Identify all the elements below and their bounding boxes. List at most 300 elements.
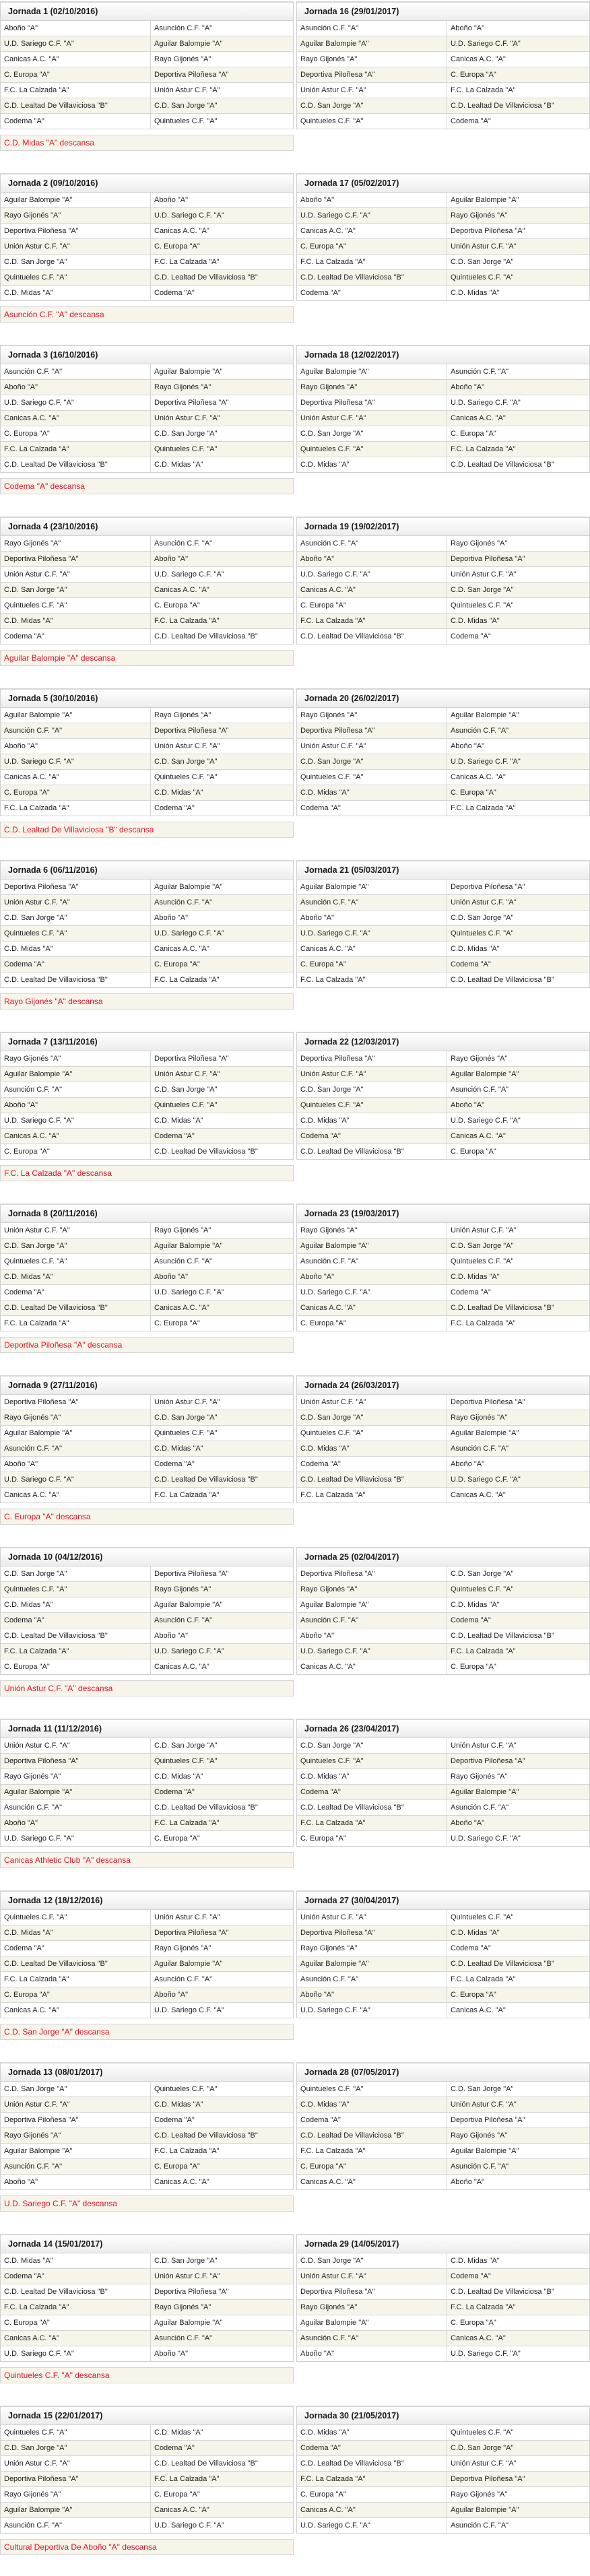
match-row (1, 708, 293, 723)
home-team: U.D. Sariego C.F. "A" (297, 2518, 447, 2534)
match-row (1, 926, 293, 942)
match-row (297, 1628, 589, 1644)
match-row (1, 2425, 293, 2441)
match-row (1, 614, 293, 629)
away-team: U.D. Sariego C.F. "A" (151, 926, 294, 942)
away-team: Canicas A.C. "A" (447, 770, 590, 785)
round-panel (296, 345, 590, 473)
away-team: Asunción C.F. "A" (447, 364, 590, 380)
home-team: C.D. San Jorge "A" (1, 583, 151, 598)
match-row (297, 536, 589, 552)
match-row (1, 224, 293, 239)
match-row (1, 1472, 293, 1488)
home-team: Unión Astur C.F. "A" (297, 411, 447, 426)
home-team: F.C. La Calzada "A" (1, 442, 151, 457)
home-team: C.D. Midas "A" (297, 2425, 447, 2441)
home-team: Aguilar Balompie "A" (297, 36, 447, 52)
home-team: C.D. Midas "A" (1, 614, 151, 629)
match-row (297, 1987, 589, 2003)
match-row (1, 942, 293, 957)
round-title: Jornada 5 (30/10/2016) (1, 690, 293, 708)
home-team: C. Europa "A" (1, 67, 151, 83)
away-team: Asunción C.F. "A" (447, 2159, 590, 2175)
away-team: Quintueles C.F. "A" (447, 598, 590, 614)
match-row (1, 2346, 293, 2362)
away-team: Asunción C.F. "A" (451, 2521, 509, 2530)
away-team: C.D. San Jorge "A" (447, 583, 590, 598)
away-team: Unión Astur C.F. "A" (447, 1223, 590, 1239)
away-team: Aguilar Balompie "A" (447, 1426, 590, 1441)
match-row (297, 1597, 589, 1613)
away-team: Aboño "A" (151, 193, 294, 208)
fixtures-table (1, 21, 293, 129)
away-team: Rayo Gijonés "A" (447, 208, 590, 224)
away-team: C.D. San Jorge "A" (447, 255, 590, 270)
match-row (1, 2082, 293, 2097)
home-team: U.D. Sariego C.F. "A" (1, 1831, 151, 1847)
home-team: Aboño "A" (297, 2346, 447, 2362)
away-team: Aguilar Balompie "A" (151, 1956, 294, 1972)
round-panel (296, 860, 590, 988)
home-team: C.D. San Jorge "A" (1, 255, 151, 270)
home-team: F.C. La Calzada "A" (297, 255, 447, 270)
away-team: C.D. Midas "A" (151, 785, 294, 801)
away-team: Aguilar Balompie "A" (447, 2144, 590, 2159)
home-team: Rayo Gijonés "A" (1, 1769, 151, 1785)
home-team: F.C. La Calzada "A" (297, 2472, 447, 2487)
home-team: Deportiva Piloñesa "A" (297, 1566, 447, 1582)
away-team: Unión Astur C.F. "A" (151, 83, 294, 98)
away-team: Canicas A.C. "A" (447, 411, 590, 426)
away-team: Rayo Gijonés "A" (447, 2487, 590, 2503)
away-team: F.C. La Calzada "A" (451, 1319, 516, 1327)
match-row (297, 2144, 589, 2159)
match-row (297, 911, 589, 926)
fixtures-table (1, 1223, 293, 1331)
away-team: C.D. Lealtad De Villaviciosa "B" (151, 270, 294, 286)
first-half-round (0, 517, 294, 687)
away-team: F.C. La Calzada "A" (154, 1491, 220, 1499)
home-team: Codema "A" (1, 629, 151, 645)
away-team: Rayo Gijonés "A" (151, 1941, 294, 1956)
round-title: Jornada 28 (07/05/2017) (297, 2063, 589, 2082)
away-team: U.D. Sariego C.F. "A" (451, 1835, 521, 1843)
match-row (297, 1067, 589, 1082)
home-team: C.D. Lealtad De Villaviciosa "B" (297, 629, 447, 645)
second-half-round (296, 1375, 590, 1546)
home-team: Asunción C.F. "A" (297, 21, 447, 36)
fixtures-table (1, 708, 293, 816)
away-team: C.D. Midas "A" (447, 614, 590, 629)
away-team: Unión Astur C.F. "A" (151, 2269, 294, 2284)
home-team: C. Europa "A" (297, 239, 447, 255)
match-row (1, 2269, 293, 2284)
match-row (1, 1769, 293, 1785)
away-team: C.D. San Jorge "A" (447, 2441, 590, 2456)
match-row (1, 1098, 293, 1113)
match-row (1, 255, 293, 270)
round-row (0, 172, 590, 343)
resting-team-note: Codema "A" descansa (0, 478, 294, 494)
home-team: C.D. Midas "A" (1, 286, 151, 301)
match-row (297, 67, 589, 83)
home-team: Codema "A" (1, 957, 151, 972)
away-team: Codema "A" (447, 957, 590, 972)
match-row (297, 1410, 589, 1426)
round-row (0, 687, 590, 859)
match-row (297, 270, 589, 286)
home-team: Asunción C.F. "A" (297, 2331, 447, 2346)
match-row (1, 552, 293, 567)
home-team: Aguilar Balompie "A" (297, 1956, 447, 1972)
home-team: C. Europa "A" (297, 957, 447, 972)
match-row (297, 1738, 589, 1754)
home-team: Unión Astur C.F. "A" (297, 1910, 447, 1925)
match-row (1, 1395, 293, 1410)
away-team: F.C. La Calzada "A" (151, 2472, 294, 2487)
match-row (1, 2487, 293, 2503)
away-team: Codema "A" (447, 1613, 590, 1628)
round-title: Jornada 9 (27/11/2016) (1, 1377, 293, 1395)
away-team: C. Europa "A" (151, 239, 294, 255)
match-row (297, 770, 589, 785)
home-team: Unión Astur C.F. "A" (297, 1067, 447, 1082)
match-row (1, 1831, 293, 1847)
home-team: F.C. La Calzada "A" (297, 2144, 447, 2159)
home-team: C.D. Midas "A" (1, 2253, 151, 2269)
round-panel (296, 688, 590, 816)
match-row (1, 2097, 293, 2113)
away-team: C.D. Lealtad De Villaviciosa "B" (447, 98, 590, 114)
round-panel (296, 1203, 590, 1331)
away-team: Rayo Gijonés "A" (447, 536, 590, 552)
match-row (297, 2315, 589, 2331)
round-panel (0, 1203, 294, 1331)
fixtures-table (297, 1223, 589, 1331)
home-team: Aguilar Balompie "A" (297, 2315, 447, 2331)
home-team: Aguilar Balompie "A" (297, 364, 447, 380)
fixtures-table (297, 880, 589, 987)
home-team: Unión Astur C.F. "A" (1, 567, 151, 583)
home-team: Rayo Gijonés "A" (1, 536, 151, 552)
home-team: U.D. Sariego C.F. "A" (1, 395, 151, 411)
match-row (1, 457, 293, 473)
home-team: C.D. Midas "A" (297, 2097, 447, 2113)
home-team: Codema "A" (297, 2113, 447, 2128)
match-row (1, 1754, 293, 1769)
match-row (1, 629, 293, 645)
home-team: Quintueles C.F. "A" (1, 270, 151, 286)
match-row (297, 1941, 589, 1956)
home-team: Rayo Gijonés "A" (1, 2487, 151, 2503)
home-team: U.D. Sariego C.F. "A" (297, 208, 447, 224)
away-team: Aguilar Balompie "A" (447, 2503, 590, 2518)
match-row (297, 36, 589, 52)
home-team: Aboño "A" (1, 2175, 151, 2190)
home-team: Rayo Gijonés "A" (297, 1941, 447, 1956)
away-team: Aboño "A" (447, 1098, 590, 1113)
away-team: Canicas A.C. "A" (151, 224, 294, 239)
away-team: C.D. Lealtad De Villaviciosa "B" (151, 1472, 294, 1488)
match-row (297, 1051, 589, 1067)
fixtures-table (297, 536, 589, 644)
round-panel (0, 173, 294, 301)
match-row (1, 754, 293, 770)
home-team: Canicas A.C. "A" (1, 1129, 151, 1144)
away-team: Codema "A" (447, 2269, 590, 2284)
match-row (1, 1659, 293, 1675)
fixtures-table (1, 1566, 293, 1674)
match-row (297, 193, 589, 208)
match-row (297, 723, 589, 739)
away-team: C.D. Midas "A" (151, 2097, 294, 2113)
away-team: Unión Astur C.F. "A" (447, 239, 590, 255)
home-team: Codema "A" (1, 1941, 151, 1956)
round-title: Jornada 18 (12/02/2017) (297, 346, 589, 364)
home-team: Asunción C.F. "A" (1, 2159, 151, 2175)
home-team: Aboño "A" (297, 911, 447, 926)
home-team: Canicas A.C. "A" (1, 2331, 151, 2346)
match-row (1, 1910, 293, 1925)
away-team: Deportiva Piloñesa "A" (151, 2284, 294, 2300)
home-team: C.D. San Jorge "A" (1, 2441, 151, 2456)
away-team: C. Europa "A" (151, 598, 294, 614)
home-team: Rayo Gijonés "A" (297, 2300, 447, 2315)
home-team: C.D. San Jorge "A" (1, 2082, 151, 2097)
away-team: Asunción C.F. "A" (151, 895, 294, 911)
away-team: Deportiva Piloñesa "A" (447, 1754, 590, 1769)
home-team: U.D. Sariego C.F. "A" (297, 2003, 447, 2018)
match-row (297, 2253, 589, 2269)
match-row (1, 2472, 293, 2487)
home-team: U.D. Sariego C.F. "A" (297, 1285, 447, 1300)
away-team: Unión Astur C.F. "A" (151, 1910, 294, 1925)
home-team: Codema "A" (297, 801, 447, 816)
round-title: Jornada 30 (21/05/2017) (297, 2407, 589, 2425)
home-team: F.C. La Calzada "A" (1, 1644, 151, 1659)
home-team: Deportiva Piloñesa "A" (1, 224, 151, 239)
home-team: Unión Astur C.F. "A" (1, 1223, 151, 1239)
match-row (1, 880, 293, 895)
home-team: Unión Astur C.F. "A" (297, 2269, 447, 2284)
match-row (1, 1254, 293, 1269)
match-row (297, 1316, 589, 1331)
home-team: Quintueles C.F. "A" (297, 114, 447, 129)
second-half-round (296, 517, 590, 687)
home-team: C.D. San Jorge "A" (1, 911, 151, 926)
match-row (1, 801, 293, 816)
round-title: Jornada 8 (20/11/2016) (1, 1205, 293, 1223)
home-team: Aboño "A" (297, 193, 447, 208)
match-row (297, 1754, 589, 1769)
match-row (1, 1816, 293, 1831)
match-row (297, 880, 589, 895)
round-title: Jornada 20 (26/02/2017) (297, 690, 589, 708)
away-team: Aboño "A" (151, 1987, 294, 2003)
home-team: Aguilar Balompie "A" (297, 1597, 447, 1613)
match-row (297, 1613, 589, 1628)
match-row (1, 2113, 293, 2128)
fixtures-table (1, 536, 293, 644)
away-team: Canicas A.C. "A" (151, 2503, 294, 2518)
home-team: Quintueles C.F. "A" (297, 1426, 447, 1441)
match-row (297, 1972, 589, 1987)
home-team: Asunción C.F. "A" (1, 723, 151, 739)
first-half-round (0, 2406, 294, 2576)
home-team: Quintueles C.F. "A" (1, 1254, 151, 1269)
away-team: C.D. Midas "A" (151, 2425, 294, 2441)
home-team: Rayo Gijonés "A" (297, 1223, 447, 1239)
match-row (297, 2346, 589, 2362)
away-team: Asunción C.F. "A" (151, 2331, 294, 2346)
fixtures-table (297, 2253, 589, 2361)
home-team: C.D. San Jorge "A" (1, 1566, 151, 1582)
home-team: C.D. Lealtad De Villaviciosa "B" (297, 2456, 447, 2472)
match-row (297, 1113, 589, 1129)
home-team: Deportiva Piloñesa "A" (1, 880, 151, 895)
match-row (297, 380, 589, 395)
home-team: Codema "A" (1, 1285, 151, 1300)
home-team: F.C. La Calzada "A" (1, 801, 151, 816)
resting-team-note: Rayo Gijonés "A" descansa (0, 993, 294, 1010)
match-row (1, 1956, 293, 1972)
away-team: Deportiva Piloñesa "A" (151, 1566, 294, 1582)
fixtures-table (1, 2425, 293, 2533)
match-row (297, 1098, 589, 1113)
away-team: C.D. San Jorge "A" (151, 2253, 294, 2269)
home-team: C.D. Midas "A" (1, 1597, 151, 1613)
home-team: Quintueles C.F. "A" (297, 442, 447, 457)
home-team: Unión Astur C.F. "A" (1, 239, 151, 255)
match-row (297, 239, 589, 255)
away-team: Unión Astur C.F. "A" (151, 411, 294, 426)
match-row (1, 2300, 293, 2315)
round-panel (0, 1547, 294, 1675)
match-row (1, 1738, 293, 1754)
second-half-round (296, 688, 590, 859)
away-team: C. Europa "A" (154, 1835, 200, 1843)
away-team: Asunción C.F. "A" (447, 1441, 590, 1457)
away-team: Quintueles C.F. "A" (151, 1754, 294, 1769)
match-row (1, 1582, 293, 1597)
round-title: Jornada 26 (23/04/2017) (297, 1720, 589, 1738)
round-title: Jornada 12 (18/12/2016) (1, 1892, 293, 1910)
match-row (1, 1300, 293, 1316)
home-team: C.D. Lealtad De Villaviciosa "B" (1, 457, 151, 473)
match-row (1, 2175, 293, 2190)
home-team: C.D. Midas "A" (1, 942, 151, 957)
match-row (297, 98, 589, 114)
away-team: Quintueles C.F. "A" (151, 1098, 294, 1113)
home-team: C.D. Lealtad De Villaviciosa "B" (297, 1144, 447, 1160)
round-title: Jornada 16 (29/01/2017) (297, 3, 589, 21)
away-team: Rayo Gijonés "A" (151, 1582, 294, 1597)
away-team: Asunción C.F. "A" (151, 1972, 294, 1987)
away-team: C.D. San Jorge "A" (447, 2082, 590, 2097)
away-team: Unión Astur C.F. "A" (447, 2097, 590, 2113)
resting-team-note: F.C. La Calzada "A" descansa (0, 1165, 294, 1181)
round-row (0, 0, 590, 172)
match-row (1, 1785, 293, 1800)
away-team: C. Europa "A" (447, 1987, 590, 2003)
round-title: Jornada 2 (09/10/2016) (1, 174, 293, 193)
away-team: Unión Astur C.F. "A" (151, 1067, 294, 1082)
match-row (1, 1972, 293, 1987)
home-team: C.D. Lealtad De Villaviciosa "B" (1, 98, 151, 114)
away-team: Quintueles C.F. "A" (447, 1254, 590, 1269)
away-team: U.D. Sariego C.F. "A" (447, 1113, 590, 1129)
away-team: Aguilar Balompie "A" (151, 36, 294, 52)
away-team: U.D. Sariego C.F. "A" (151, 1285, 294, 1300)
away-team: C.D. Lealtad De Villaviciosa "B" (447, 2284, 590, 2300)
home-team: C.D. Lealtad De Villaviciosa "B" (1, 2284, 151, 2300)
round-panel (0, 1719, 294, 1847)
home-team: Aguilar Balompie "A" (1, 1426, 151, 1441)
resting-team-note: C.D. Midas "A" descansa (0, 135, 294, 151)
home-team: Codema "A" (297, 286, 447, 301)
home-team: Codema "A" (297, 2441, 447, 2456)
home-team: C.D. San Jorge "A" (297, 1738, 447, 1754)
away-team: Quintueles C.F. "A" (151, 442, 294, 457)
away-team: Deportiva Piloñesa "A" (151, 395, 294, 411)
away-team: Rayo Gijonés "A" (151, 708, 294, 723)
away-team: Quintueles C.F. "A" (447, 1910, 590, 1925)
match-row (297, 2487, 589, 2503)
round-panel (0, 2234, 294, 2362)
home-team: Rayo Gijonés "A" (297, 1582, 447, 1597)
away-team: F.C. La Calzada "A" (447, 1972, 590, 1987)
match-row (297, 2425, 589, 2441)
resting-team-note: Deportiva Piloñesa "A" descansa (0, 1337, 294, 1353)
first-half-round (0, 1375, 294, 1546)
match-row (1, 1144, 293, 1160)
match-row (1, 583, 293, 598)
round-title: Jornada 21 (05/03/2017) (297, 861, 589, 880)
match-row (297, 411, 589, 426)
round-row (0, 859, 590, 1030)
home-team: U.D. Sariego C.F. "A" (297, 1644, 447, 1659)
home-team: C.D. Lealtad De Villaviciosa "B" (1, 1300, 151, 1316)
away-team: Canicas A.C. "A" (447, 2331, 590, 2346)
away-team: Rayo Gijonés "A" (151, 380, 294, 395)
home-team: Rayo Gijonés "A" (1, 2128, 151, 2144)
home-team: C.D. Lealtad De Villaviciosa "B" (1, 1628, 151, 1644)
match-row (297, 364, 589, 380)
away-team: C. Europa "A" (151, 2487, 294, 2503)
round-panel (0, 1032, 294, 1160)
resting-team-note: C.D. San Jorge "A" descansa (0, 2024, 294, 2040)
away-team: Aboño "A" (447, 21, 590, 36)
away-team: Canicas A.C. "A" (151, 1300, 294, 1316)
home-team: C.D. Lealtad De Villaviciosa "B" (297, 2128, 447, 2144)
away-team: C. Europa "A" (447, 785, 590, 801)
away-team: C.D. Lealtad De Villaviciosa "B" (451, 461, 554, 469)
match-row (1, 1269, 293, 1285)
away-team: Quintueles C.F. "A" (151, 2082, 294, 2097)
round-title: Jornada 1 (02/10/2016) (1, 3, 293, 21)
match-row (297, 208, 589, 224)
away-team: F.C. La Calzada "A" (151, 255, 294, 270)
home-team: Aguilar Balompie "A" (297, 1239, 447, 1254)
match-row (1, 2128, 293, 2144)
first-half-round (0, 860, 294, 1030)
away-team: Aguilar Balompie "A" (447, 1785, 590, 1800)
away-team: C.D. Lealtad De Villaviciosa "B" (447, 1300, 590, 1316)
away-team: Deportiva Piloñesa "A" (447, 1395, 590, 1410)
match-row (1, 270, 293, 286)
first-half-round (0, 1032, 294, 1202)
home-team: Codema "A" (1, 1613, 151, 1628)
